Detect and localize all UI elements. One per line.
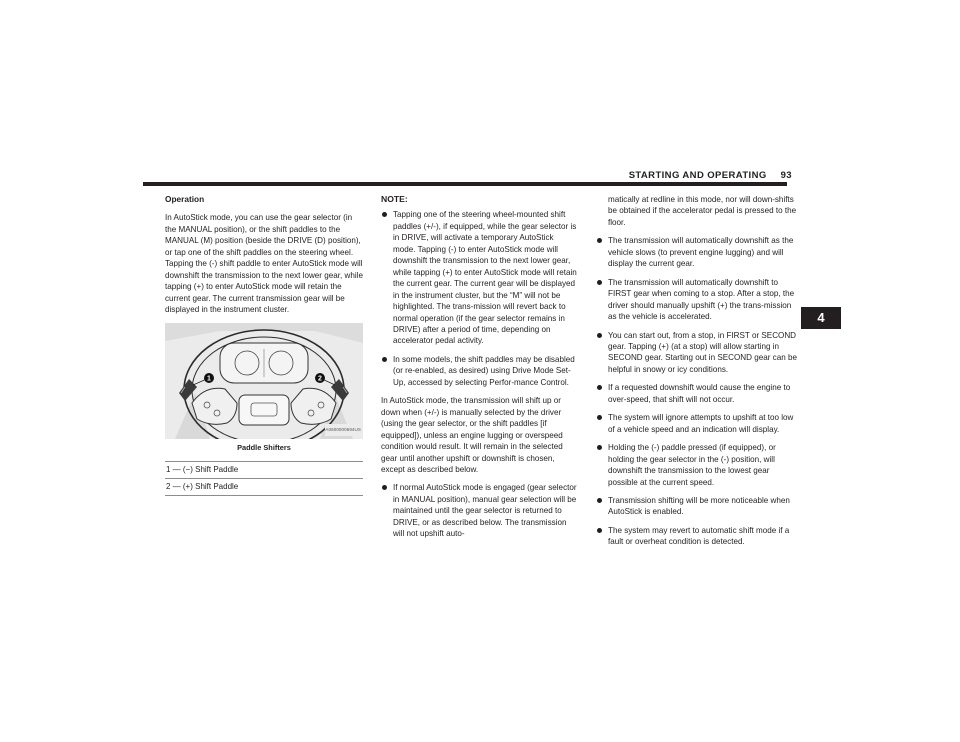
bullet-list	[381, 482, 578, 539]
list-item: The transmission will automatically downshift as the vehicle slows (to prevent engine lugging) and will display the current gear.	[596, 235, 797, 269]
paddle-shifters-figure	[165, 323, 363, 439]
legend-row: 2 — (+) Shift Paddle	[165, 479, 363, 496]
list-item: Tapping one of the steering wheel-mounted shift paddles (+/-), if equipped, while the gear selector is in DRIVE, will activate a temporary AutoStick mode. Tapping (-) to enter AutoStick mode will downshift the transmission to the next lower gear, while tapping (+) to enter AutoStick mode will retain the current gear. The current gear will be displayed in the instrument cluster, but the “M” will not be highlighted. The trans-mission will revert back to normal operation (if the gear selector remains in DRIVE) after a period of time, depending on accelerator pedal activity.	[381, 209, 578, 346]
running-head	[629, 170, 792, 181]
list-item-continuation: matically at redline in this mode, nor will down-shifts be obtained if the accelerator pedal is pressed to the floor.	[608, 195, 797, 227]
page-number: 93	[780, 170, 792, 181]
intro-paragraph: In AutoStick mode, you can use the gear selector (in the MANUAL position), or the shift paddles to the MANUAL (M) position (beside the DRIVE (D) position), or tap one of the shift paddles on the steering wheel. Tapping the (-) shift paddle to enter AutoStick mode will downshift the transmission to the next lower gear, while tapping (+) to enter AutoStick mode will retain the current gear. The current transmission gear will be displayed in the instrument cluster.	[165, 213, 363, 315]
section-title: STARTING AND OPERATING	[628, 170, 767, 181]
header-rule	[143, 182, 787, 186]
legend-row: 1 — (−) Shift Paddle	[165, 462, 363, 479]
section-heading: Operation	[165, 194, 205, 204]
callout-1: 1	[207, 375, 211, 383]
middle-column	[381, 194, 578, 547]
figure-image-id: A0600000694US	[325, 424, 361, 435]
steering-wheel-illustration	[165, 323, 363, 439]
bullet-list	[596, 194, 797, 548]
right-column	[596, 194, 797, 555]
list-item: If a requested downshift would cause the engine to over-speed, that shift will not occur.	[596, 382, 797, 405]
list-item: If normal AutoStick mode is engaged (gear selector in MANUAL position), manual gear selection will be maintained until the gear selector is returned to DRIVE, or as described below. The transmission will not upshift auto-	[381, 482, 578, 539]
note-label: NOTE:	[381, 194, 408, 204]
list-item: In some models, the shift paddles may be disabled (or re-enabled, as desired) using Drive Mode Set-Up, accessed by selecting Perfor-mance Control.	[381, 354, 578, 388]
list-item: You can start out, from a stop, in FIRST or SECOND gear. Tapping (+) (at a stop) will allow starting in SECOND gear. Starting out in SECOND gear can be helpful in snowy or icy conditions.	[596, 330, 797, 376]
figure-legend	[165, 461, 363, 496]
list-item: Holding the (-) paddle pressed (if equipped), or holding the gear selector in the (-) position, will downshift the transmission to the lowest gear possible at the current speed.	[596, 442, 797, 488]
list-item: Transmission shifting will be more noticeable when AutoStick is enabled.	[596, 495, 797, 518]
callout-2: 2	[318, 375, 322, 383]
list-item: The system may revert to automatic shift mode if a fault or overheat condition is detected.	[596, 525, 797, 548]
figure-caption: Paddle Shifters	[237, 442, 291, 452]
note-list	[381, 209, 578, 388]
list-item: The system will ignore attempts to upshift at too low of a vehicle speed and an indication will display.	[596, 412, 797, 435]
left-column	[165, 194, 363, 496]
list-item: The transmission will automatically downshift to FIRST gear when coming to a stop. After a stop, the driver should manually upshift (+) the trans-mission as the vehicle is accelerated.	[596, 277, 797, 323]
body-paragraph: In AutoStick mode, the transmission will shift up or down when (+/-) is manually selected by the driver (using the gear selector, or the shift paddles [if equipped]), unless an engine lugging or overspeed condition would result. It will remain in the selected gear until another upshift or downshift is chosen, except as described below.	[381, 396, 563, 474]
chapter-tab[interactable]: 4	[801, 307, 841, 329]
